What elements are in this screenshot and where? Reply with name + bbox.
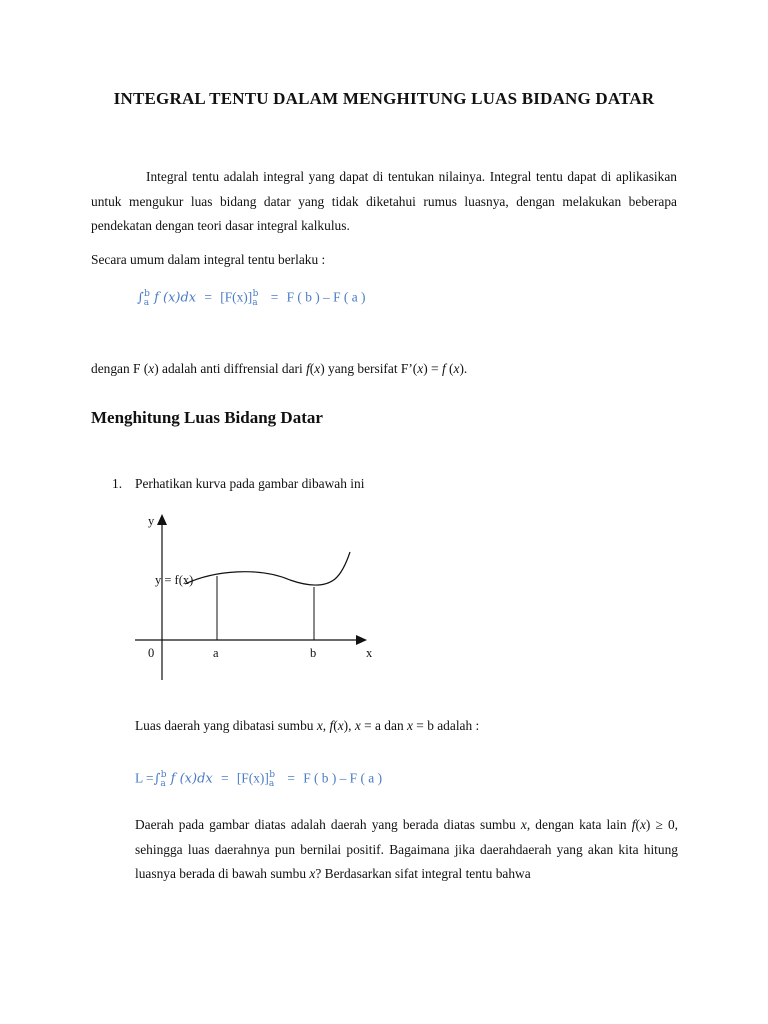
b-label: b xyxy=(310,646,317,660)
formula-area xyxy=(135,770,382,789)
integral-lower-limit: a xyxy=(143,297,150,308)
y-axis-label: y xyxy=(148,514,155,528)
y-axis-arrow xyxy=(157,514,167,525)
area-statement: Luas daerah yang dibatasi sumbu x, f(x), x = a dan x = b adalah : xyxy=(135,718,480,733)
formula-integral-definition xyxy=(137,289,365,308)
integral-upper-limit: b xyxy=(160,770,167,780)
integral-upper-limit: b xyxy=(144,289,150,299)
general-rule-text: Secara umum dalam integral tentu berlaku : xyxy=(91,252,326,267)
equals-sign: = xyxy=(270,289,279,305)
integral-lower-limit: a xyxy=(160,778,166,789)
list-item-number: 1. xyxy=(112,476,123,491)
intro-text: Integral tentu adalah integral yang dapat di tentukan nilainya. Integral tentu dapat di aplikasikan untuk mengukur luas bidang datar yang tidak diketahui rumus luasnya, dengan melakukan beberapa pendekatan dengan teori dasar integral kalkulus. xyxy=(91,169,677,233)
section-title: Menghitung Luas Bidang Datar xyxy=(91,408,323,427)
integrand: f (x)dx xyxy=(170,771,213,787)
integral-sign: ∫ xyxy=(153,771,161,787)
x-axis-label: x xyxy=(366,646,373,660)
bracket-upper-limit: b xyxy=(252,289,259,299)
closing-paragraph: Daerah pada gambar diatas adalah daerah yang berada diatas sumbu x, dengan kata lain f(x) ≥ 0, sehingga luas daerahnya pun bernilai positif. Bagaimana jika daerahdaerah yang akan kita hitung luasnya berada di bawah sumbu x? Berdasarkan sifat integral tentu bahwa xyxy=(135,817,678,881)
antiderivative-bracket: [F(x)] xyxy=(220,289,253,305)
formula-result: F ( b ) – F ( a ) xyxy=(303,770,383,786)
formula-result: F ( b ) – F ( a ) xyxy=(286,289,366,305)
equals-sign: = xyxy=(221,770,229,786)
function-curve xyxy=(185,552,350,585)
curve-label: y = f(x) xyxy=(155,573,194,587)
bracket-upper-limit: b xyxy=(269,770,275,780)
equals-sign: = xyxy=(287,770,295,786)
integral-sign: ∫ xyxy=(137,290,144,306)
page-title: INTEGRAL TENTU DALAM MENGHITUNG LUAS BIDANG DATAR xyxy=(113,89,655,108)
equals-sign: = xyxy=(204,289,212,305)
bracket-lower-limit: a xyxy=(252,297,258,308)
list-item-text: Perhatikan kurva pada gambar dibawah ini xyxy=(135,476,365,491)
antiderivative-bracket: [F(x)] xyxy=(236,770,269,786)
a-label: a xyxy=(213,646,219,660)
integrand: f (x)dx xyxy=(154,290,197,306)
curve-graph xyxy=(130,505,390,685)
area-prefix: L = xyxy=(135,770,154,786)
bracket-lower-limit: a xyxy=(268,778,275,789)
intro-paragraph xyxy=(91,165,677,239)
definition-text: dengan F (x) adalah anti diffrensial dari f(x) yang bersifat F’(x) = f (x). xyxy=(91,361,468,376)
origin-label: 0 xyxy=(148,646,155,660)
x-axis-arrow xyxy=(356,635,367,645)
